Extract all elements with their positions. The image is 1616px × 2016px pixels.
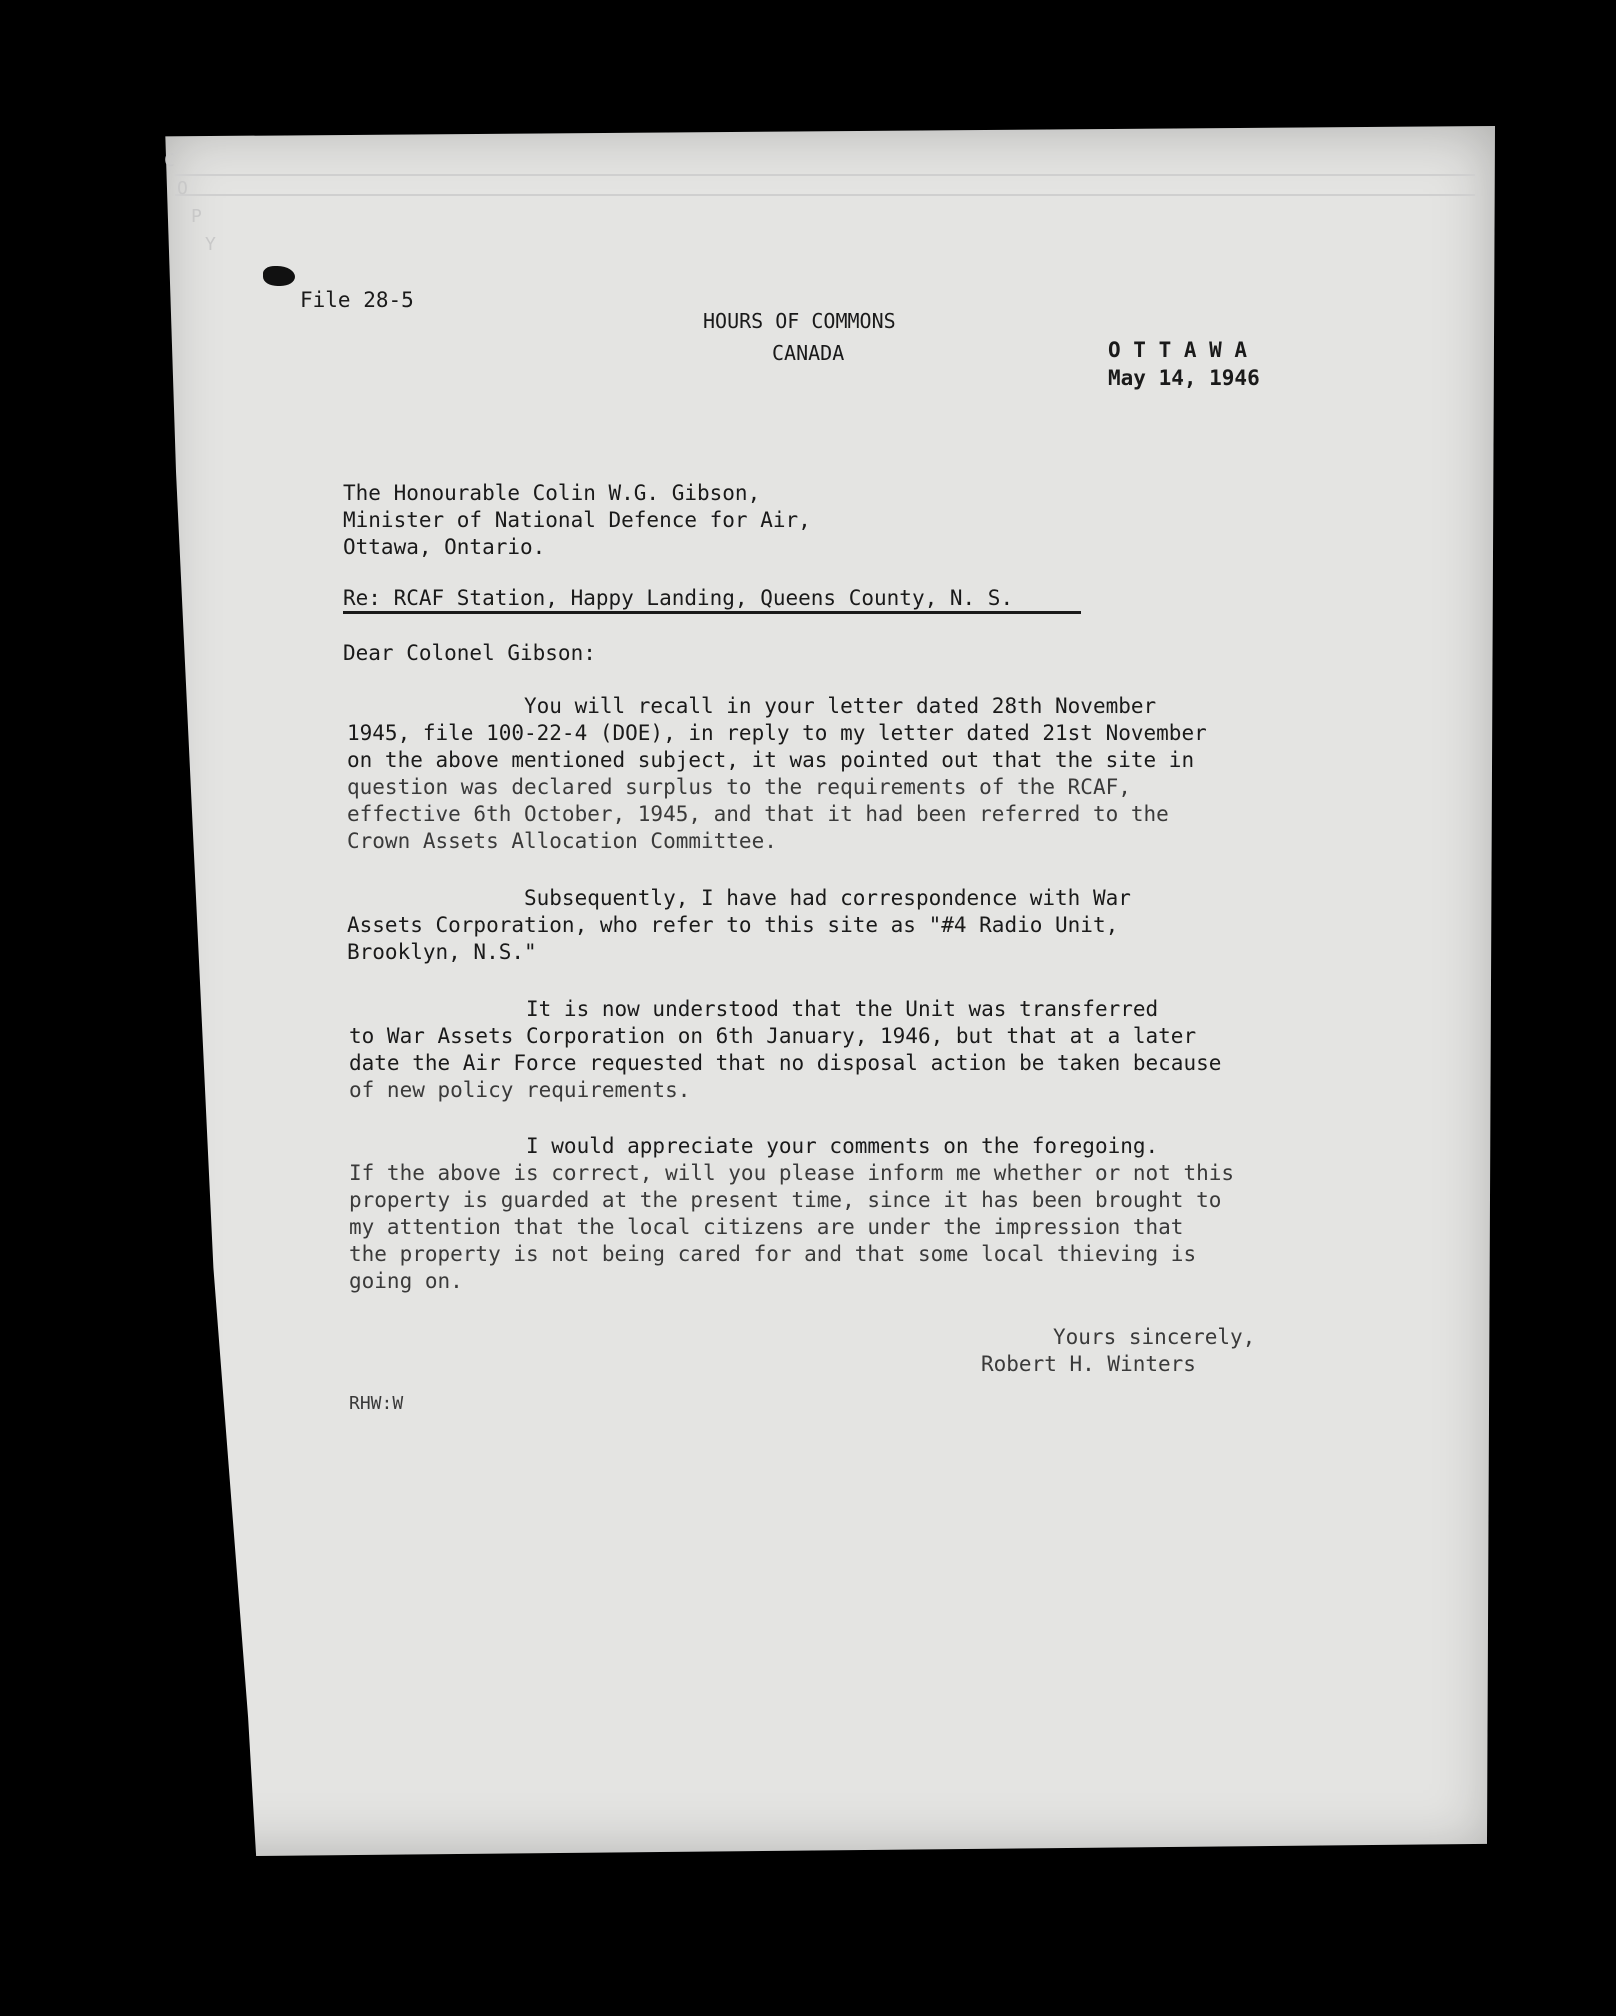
copy-mark-letter: Y xyxy=(205,234,216,255)
salutation: Dear Colonel Gibson: xyxy=(343,641,596,665)
signature: Robert H. Winters xyxy=(981,1352,1196,1376)
ink-mark xyxy=(263,266,295,286)
letter-date: May 14, 1946 xyxy=(1108,366,1260,390)
addressee-line: Minister of National Defence for Air, xyxy=(343,508,811,532)
copy-mark-letter: P xyxy=(191,206,202,227)
typist-initials: RHW:W xyxy=(349,1393,404,1414)
paragraph-line: question was declared surplus to the requirements of the RCAF, xyxy=(347,775,1131,799)
subject-underline xyxy=(343,611,1081,614)
paragraph-line: property is guarded at the present time, since it has been brought to xyxy=(349,1188,1222,1212)
letterhead-house: HOURS OF COMMONS xyxy=(703,309,896,333)
file-reference: File 28-5 xyxy=(300,288,414,312)
paragraph-line: to War Assets Corporation on 6th January, 1946, but that at a later xyxy=(349,1024,1197,1048)
paragraph-line: the property is not being cared for and that some local thieving is xyxy=(349,1242,1197,1266)
paragraph-line: Assets Corporation, who refer to this site as "#4 Radio Unit, xyxy=(347,913,1119,937)
paragraph-line: I would appreciate your comments on the foregoing. xyxy=(349,1134,1159,1158)
letter-place: O T T A W A xyxy=(1108,338,1248,362)
paragraph-line: effective 6th October, 1945, and that it had been referred to the xyxy=(347,802,1169,826)
paragraph-line: If the above is correct, will you please inform me whether or not this xyxy=(349,1161,1235,1185)
copy-mark-letter: O xyxy=(177,178,188,199)
paragraph-line: of new policy requirements. xyxy=(349,1078,691,1102)
paper-rule-line xyxy=(175,194,1475,196)
letter-page xyxy=(160,126,1495,1856)
subject-line: Re: RCAF Station, Happy Landing, Queens County, N. S. xyxy=(343,586,1014,610)
closing: Yours sincerely, xyxy=(1053,1325,1256,1349)
paragraph-line: Crown Assets Allocation Committee. xyxy=(347,829,777,853)
letterhead-country: CANADA xyxy=(772,341,845,365)
paragraph-line: on the above mentioned subject, it was pointed out that the site in xyxy=(347,748,1195,772)
paragraph-line: You will recall in your letter dated 28th November xyxy=(347,694,1157,718)
paragraph-line: date the Air Force requested that no disposal action be taken because xyxy=(349,1051,1222,1075)
paragraph-line: Brooklyn, N.S." xyxy=(347,940,537,964)
paper-rule-line xyxy=(175,174,1475,176)
paragraph-line: 1945, file 100-22-4 (DOE), in reply to my letter dated 21st November xyxy=(347,721,1207,745)
addressee-line: Ottawa, Ontario. xyxy=(343,535,546,559)
addressee-line: The Honourable Colin W.G. Gibson, xyxy=(343,481,761,505)
paragraph-line: It is now understood that the Unit was transferred xyxy=(349,997,1159,1021)
paragraph-line: going on. xyxy=(349,1269,463,1293)
copy-mark-letter: C xyxy=(164,150,175,171)
paragraph-line: my attention that the local citizens are under the impression that xyxy=(349,1215,1184,1239)
paragraph-line: Subsequently, I have had correspondence with War xyxy=(347,886,1131,910)
